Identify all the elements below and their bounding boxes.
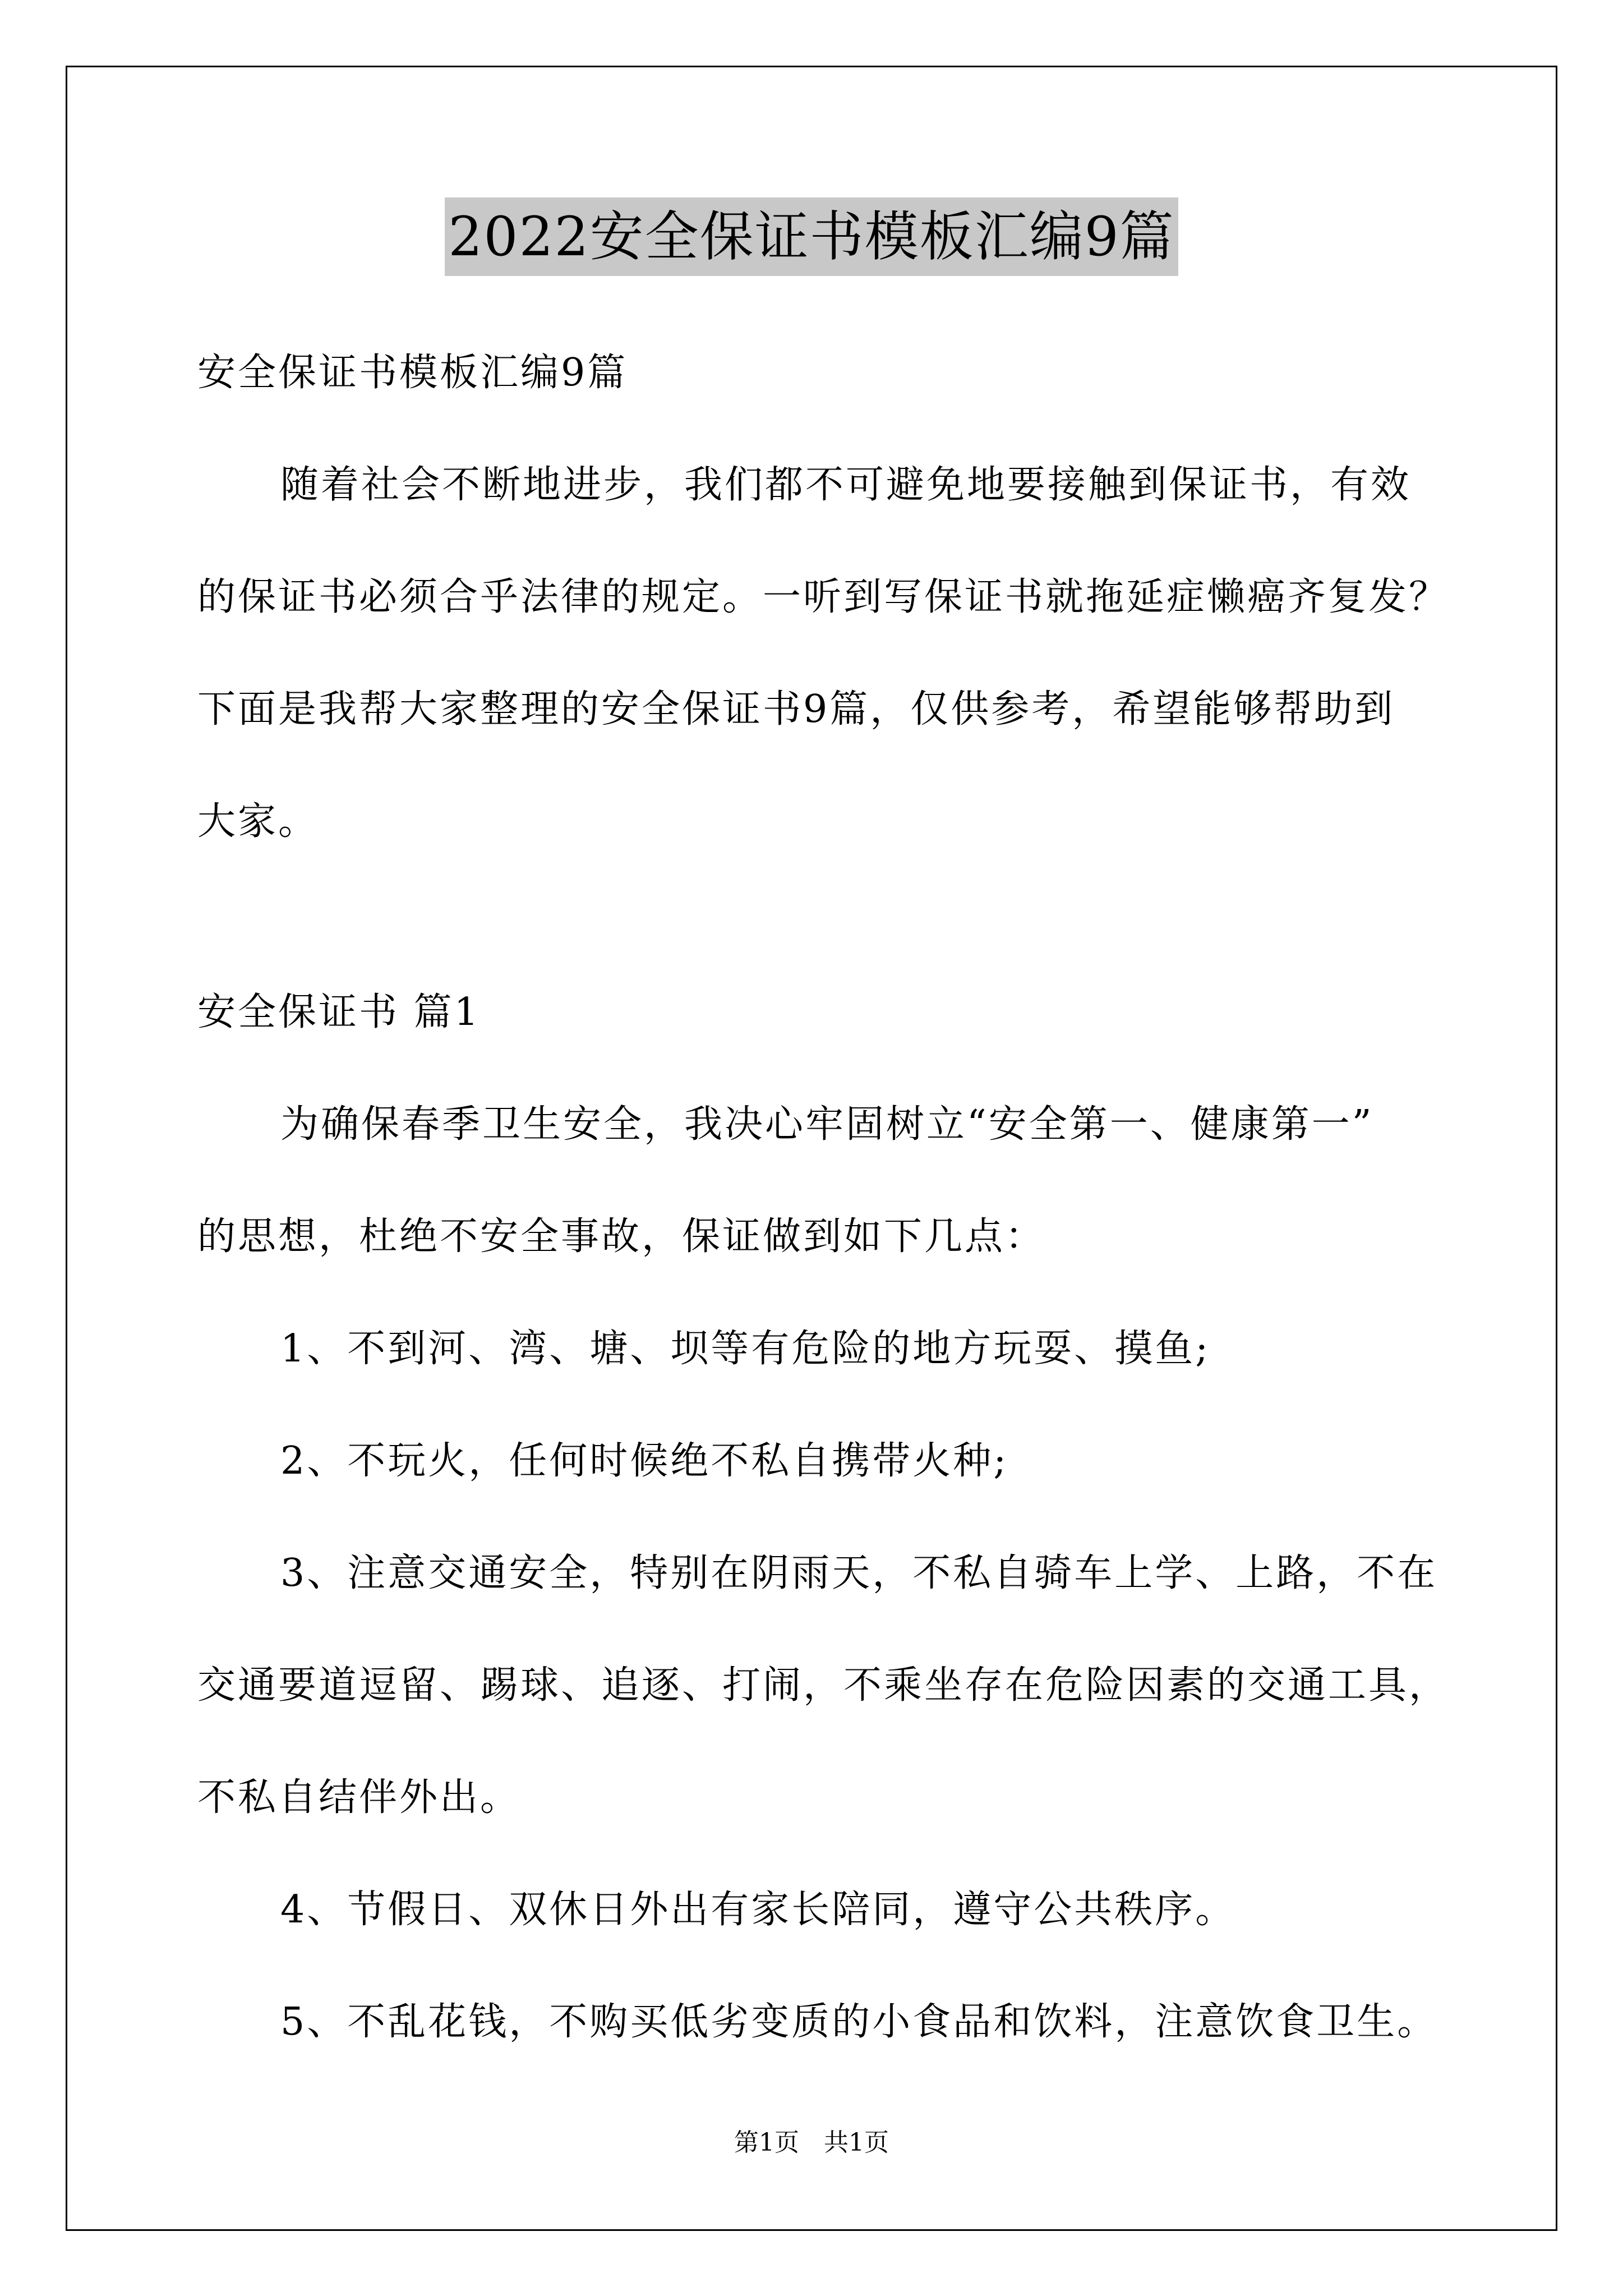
document-subtitle: 安全保证书模板汇编9篇 <box>197 351 628 395</box>
section1-item-3-cont-2: 不私自结伴外出。 <box>197 1775 521 1820</box>
intro-line-4: 大家。 <box>197 799 319 844</box>
intro-line-3: 下面是我帮大家整理的安全保证书9篇，仅供参考，希望能够帮助到 <box>197 687 1395 731</box>
section1-item-1: 1、不到河、湾、塘、坝等有危险的地方玩耍、摸鱼; <box>280 1327 1211 1371</box>
document-title-text: 2022安全保证书模板汇编9篇 <box>445 197 1178 276</box>
section1-item-2: 2、不玩火，任何时候绝不私自携带火种; <box>280 1439 1009 1483</box>
intro-line-1: 随着社会不断地进步，我们都不可避免地要接触到保证书，有效 <box>280 463 1412 507</box>
section1-item-3-cont-1: 交通要道逗留、踢球、追逐、打闹，不乘坐存在危险因素的交通工具， <box>197 1663 1450 1708</box>
section1-line-2: 的思想，杜绝不安全事故，保证做到如下几点： <box>197 1214 1046 1259</box>
section1-item-5: 5、不乱花钱，不购买低劣变质的小食品和饮料，注意饮食卫生。 <box>280 2000 1438 2044</box>
section1-item-4: 4、节假日、双休日外出有家长陪同，遵守公共秩序。 <box>280 1888 1236 1932</box>
document-title <box>0 197 1623 276</box>
section1-heading: 安全保证书 篇1 <box>197 990 481 1034</box>
intro-line-2: 的保证书必须合乎法律的规定。一听到写保证书就拖延症懒癌齐复发？ <box>197 575 1450 619</box>
page-footer: 第1页 共1页 <box>734 2128 889 2157</box>
section1-line-1: 为确保春季卫生安全，我决心牢固树立“安全第一、健康第一” <box>280 1102 1374 1147</box>
section1-item-3: 3、注意交通安全，特别在阴雨天，不私自骑车上学、上路，不在 <box>280 1551 1438 1595</box>
